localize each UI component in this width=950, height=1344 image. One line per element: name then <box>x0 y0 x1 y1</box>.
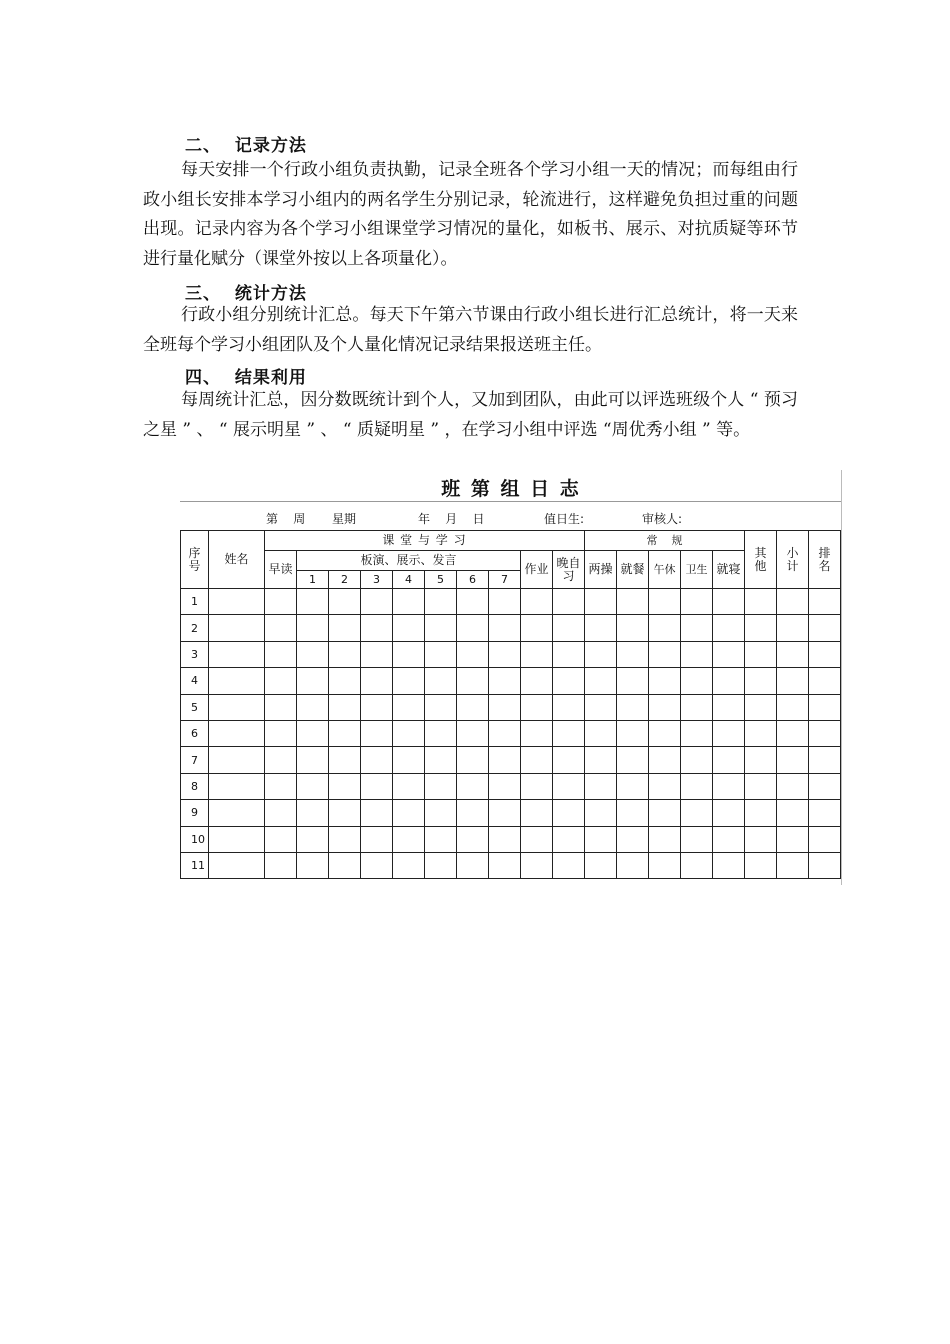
table-cell <box>393 826 425 852</box>
table-cell <box>425 800 457 826</box>
table-cell <box>585 800 617 826</box>
row-number: 11 <box>181 852 209 878</box>
table-cell <box>585 826 617 852</box>
table-cell <box>713 641 745 667</box>
table-cell <box>329 615 361 641</box>
section-body-statistics-method: 行政小组分别统计汇总。每天下午第六节课由行政小组长进行汇总统计，将一天来全班每个学习小组团队及个人量化情况记录结果报送班主任。 <box>143 305 798 355</box>
table-cell <box>457 694 489 720</box>
table-cell <box>361 694 393 720</box>
table-cell <box>297 720 329 746</box>
row-number: 3 <box>181 641 209 667</box>
table-cell <box>777 800 809 826</box>
table-cell <box>809 694 841 720</box>
table-cell <box>745 720 777 746</box>
header-board-sub-2: 2 <box>329 571 361 589</box>
table-cell <box>777 773 809 799</box>
table-cell <box>521 668 553 694</box>
table-cell <box>681 747 713 773</box>
table-cell <box>297 694 329 720</box>
table-cell <box>617 720 649 746</box>
table-cell <box>361 720 393 746</box>
table-cell <box>361 747 393 773</box>
table-cell <box>745 800 777 826</box>
table-cell <box>425 641 457 667</box>
table-cell <box>329 800 361 826</box>
meta-reviewer: 审核人: <box>642 512 683 526</box>
table-cell <box>617 641 649 667</box>
table-cell <box>585 773 617 799</box>
table-cell <box>329 773 361 799</box>
table-cell <box>209 589 265 615</box>
table-cell <box>265 826 297 852</box>
table-cell <box>745 826 777 852</box>
table-cell <box>521 826 553 852</box>
header-index: 序 号 <box>181 531 209 589</box>
row-number: 9 <box>181 800 209 826</box>
table-cell <box>209 773 265 799</box>
table-cell <box>777 852 809 878</box>
table-cell <box>209 747 265 773</box>
header-board: 板演、展示、发言 <box>297 551 521 571</box>
table-cell <box>681 800 713 826</box>
table-cell <box>809 826 841 852</box>
table-cell <box>329 694 361 720</box>
table-cell <box>209 720 265 746</box>
table-cell <box>713 826 745 852</box>
table-cell <box>209 826 265 852</box>
table-cell <box>457 747 489 773</box>
table-cell <box>329 641 361 667</box>
table-cell <box>553 800 585 826</box>
table-cell <box>329 747 361 773</box>
table-cell <box>649 852 681 878</box>
table-cell <box>209 852 265 878</box>
table-cell <box>297 589 329 615</box>
table-cell <box>297 826 329 852</box>
table-cell <box>297 641 329 667</box>
table-cell <box>585 641 617 667</box>
form-title: 班 第 组 日 志 <box>441 478 581 500</box>
table-cell <box>745 694 777 720</box>
table-cell <box>265 800 297 826</box>
table-cell <box>425 694 457 720</box>
table-cell <box>681 694 713 720</box>
table-cell <box>809 720 841 746</box>
table-row <box>181 589 841 615</box>
header-homework: 作业 <box>521 551 553 589</box>
table-cell <box>265 615 297 641</box>
table-cell <box>209 641 265 667</box>
row-number: 10 <box>181 826 209 852</box>
table-cell <box>681 615 713 641</box>
table-cell <box>649 668 681 694</box>
table-cell <box>265 589 297 615</box>
table-cell <box>489 773 521 799</box>
table-cell <box>209 668 265 694</box>
table-row <box>181 668 841 694</box>
table-cell <box>809 615 841 641</box>
table-cell <box>361 852 393 878</box>
table-cell <box>329 668 361 694</box>
table-cell <box>777 668 809 694</box>
table-cell <box>393 668 425 694</box>
table-row <box>181 720 841 746</box>
header-evening-study: 晚自 习 <box>553 551 585 589</box>
header-rank: 排 名 <box>809 531 841 589</box>
table-cell <box>265 852 297 878</box>
header-other: 其 他 <box>745 531 777 589</box>
row-number: 6 <box>181 720 209 746</box>
table-cell <box>681 773 713 799</box>
table-cell <box>585 668 617 694</box>
header-morning-read: 早读 <box>265 551 297 589</box>
table-cell <box>329 589 361 615</box>
table-cell <box>585 852 617 878</box>
table-cell <box>521 747 553 773</box>
table-row <box>181 852 841 878</box>
table-cell <box>681 826 713 852</box>
table-cell <box>681 720 713 746</box>
table-cell <box>713 800 745 826</box>
table-cell <box>521 773 553 799</box>
table-cell <box>713 589 745 615</box>
table-cell <box>745 641 777 667</box>
table-cell <box>745 773 777 799</box>
table-row <box>181 694 841 720</box>
table-cell <box>553 852 585 878</box>
table-row <box>181 747 841 773</box>
table-cell <box>457 773 489 799</box>
table-cell <box>649 694 681 720</box>
table-cell <box>809 668 841 694</box>
table-cell <box>297 852 329 878</box>
table-cell <box>585 589 617 615</box>
header-sleep: 就寝 <box>713 551 745 589</box>
table-cell <box>425 852 457 878</box>
table-cell <box>489 641 521 667</box>
table-cell <box>393 852 425 878</box>
table-cell <box>265 668 297 694</box>
table-cell <box>489 668 521 694</box>
table-cell <box>393 694 425 720</box>
table-cell <box>649 826 681 852</box>
table-cell <box>617 773 649 799</box>
header-class-study: 课 堂 与 学 习 <box>265 531 585 551</box>
table-cell <box>745 589 777 615</box>
table-cell <box>297 668 329 694</box>
table-cell <box>777 694 809 720</box>
table-cell <box>425 826 457 852</box>
table-cell <box>297 747 329 773</box>
table-cell <box>393 641 425 667</box>
table-cell <box>393 747 425 773</box>
table-cell <box>809 589 841 615</box>
section-body-record-method: 每天安排一个行政小组负责执勤，记录全班各个学习小组一天的情况；而每组由行政小组长安排本学习小组内的两名学生分别记录，轮流进行，这样避免负担过重的问题出现。记录内容为各个学习小组课堂学习情况的量化，如板书、展示、对抗质疑等环节进行量化赋分（课堂外按以上各项量化）。 <box>143 160 798 269</box>
table-cell <box>521 800 553 826</box>
table-cell <box>457 615 489 641</box>
table-cell <box>553 615 585 641</box>
table-cell <box>585 694 617 720</box>
table-cell <box>457 641 489 667</box>
table-row <box>181 773 841 799</box>
table-cell <box>809 641 841 667</box>
header-name: 姓名 <box>209 531 265 589</box>
meta-duty: 值日生: <box>544 512 585 526</box>
table-cell <box>713 747 745 773</box>
header-routine: 常 规 <box>585 531 745 551</box>
meta-weekday: 星期 <box>332 512 357 526</box>
table-cell <box>617 694 649 720</box>
log-table <box>180 530 841 879</box>
header-board-sub-6: 6 <box>457 571 489 589</box>
meta-date: 年 月 日 <box>418 512 485 526</box>
table-cell <box>713 852 745 878</box>
table-cell <box>361 668 393 694</box>
table-cell <box>297 800 329 826</box>
table-cell <box>809 747 841 773</box>
table-cell <box>265 773 297 799</box>
table-cell <box>649 800 681 826</box>
table-cell <box>393 720 425 746</box>
table-cell <box>361 589 393 615</box>
table-cell <box>521 641 553 667</box>
table-cell <box>209 615 265 641</box>
table-cell <box>649 720 681 746</box>
table-cell <box>681 668 713 694</box>
table-cell <box>617 800 649 826</box>
table-cell <box>393 589 425 615</box>
table-cell <box>777 589 809 615</box>
table-cell <box>425 773 457 799</box>
table-cell <box>329 720 361 746</box>
header-board-sub-5: 5 <box>425 571 457 589</box>
table-cell <box>649 589 681 615</box>
table-cell <box>329 852 361 878</box>
table-cell <box>457 852 489 878</box>
table-cell <box>489 852 521 878</box>
table-cell <box>681 852 713 878</box>
table-cell <box>209 800 265 826</box>
table-cell <box>489 747 521 773</box>
table-cell <box>425 668 457 694</box>
table-cell <box>329 826 361 852</box>
table-row <box>181 641 841 667</box>
table-cell <box>265 720 297 746</box>
header-board-sub-3: 3 <box>361 571 393 589</box>
table-cell <box>713 720 745 746</box>
table-cell <box>617 615 649 641</box>
table-cell <box>553 694 585 720</box>
table-cell <box>489 589 521 615</box>
table-cell <box>777 826 809 852</box>
header-nap: 午休 <box>649 551 681 589</box>
meta-week: 第 周 <box>266 512 306 526</box>
table-cell <box>585 747 617 773</box>
table-cell <box>777 747 809 773</box>
section-heading-statistics-method: 三、 统计方法 <box>185 284 307 304</box>
table-cell <box>713 694 745 720</box>
table-cell <box>745 747 777 773</box>
row-number: 2 <box>181 615 209 641</box>
table-cell <box>361 615 393 641</box>
table-cell <box>521 852 553 878</box>
table-cell <box>209 694 265 720</box>
section-body-result-usage: 每周统计汇总，因分数既统计到个人，又加到团队，由此可以评选班级个人 “ 预习之星 ” 、 “ 展示明星 ” 、 “ 质疑明星 ” ，在学习小组中评选 “周优秀小组 ” 等。 <box>143 390 798 440</box>
table-cell <box>809 773 841 799</box>
table-cell <box>553 720 585 746</box>
table-cell <box>489 615 521 641</box>
table-cell <box>617 852 649 878</box>
table-cell <box>457 800 489 826</box>
table-cell <box>265 747 297 773</box>
table-cell <box>617 747 649 773</box>
table-cell <box>585 615 617 641</box>
table-cell <box>649 615 681 641</box>
table-cell <box>713 668 745 694</box>
table-cell <box>361 641 393 667</box>
table-cell <box>393 800 425 826</box>
table-row <box>181 826 841 852</box>
table-cell <box>777 615 809 641</box>
table-cell <box>361 826 393 852</box>
table-cell <box>297 615 329 641</box>
row-number: 4 <box>181 668 209 694</box>
table-cell <box>649 641 681 667</box>
header-board-sub-1: 1 <box>297 571 329 589</box>
table-cell <box>457 589 489 615</box>
table-cell <box>393 773 425 799</box>
header-hygiene: 卫生 <box>681 551 713 589</box>
table-cell <box>489 800 521 826</box>
table-cell <box>553 747 585 773</box>
table-cell <box>777 720 809 746</box>
row-number: 5 <box>181 694 209 720</box>
table-cell <box>425 747 457 773</box>
table-cell <box>553 641 585 667</box>
table-cell <box>585 720 617 746</box>
table-cell <box>489 720 521 746</box>
table-cell <box>809 852 841 878</box>
table-cell <box>457 668 489 694</box>
table-cell <box>713 773 745 799</box>
table-cell <box>553 668 585 694</box>
table-cell <box>521 615 553 641</box>
row-number: 1 <box>181 589 209 615</box>
table-cell <box>489 826 521 852</box>
table-cell <box>681 589 713 615</box>
header-exercise: 两操 <box>585 551 617 589</box>
table-cell <box>521 589 553 615</box>
table-cell <box>521 720 553 746</box>
table-cell <box>457 826 489 852</box>
table-cell <box>361 773 393 799</box>
table-cell <box>489 694 521 720</box>
header-board-sub-7: 7 <box>489 571 521 589</box>
row-number: 8 <box>181 773 209 799</box>
table-cell <box>809 800 841 826</box>
table-cell <box>521 694 553 720</box>
table-cell <box>713 615 745 641</box>
table-cell <box>681 641 713 667</box>
table-cell <box>777 641 809 667</box>
header-subtotal: 小 计 <box>777 531 809 589</box>
row-number: 7 <box>181 747 209 773</box>
section-heading-record-method: 二、 记录方法 <box>185 136 307 156</box>
table-row <box>181 800 841 826</box>
header-meal: 就餐 <box>617 551 649 589</box>
table-cell <box>617 589 649 615</box>
table-cell <box>553 826 585 852</box>
table-cell <box>745 852 777 878</box>
form-divider <box>180 501 842 502</box>
table-cell <box>457 720 489 746</box>
table-cell <box>265 694 297 720</box>
form-right-edge <box>841 470 842 885</box>
table-cell <box>553 589 585 615</box>
table-cell <box>649 747 681 773</box>
table-cell <box>617 668 649 694</box>
table-cell <box>617 826 649 852</box>
section-heading-result-usage: 四、 结果利用 <box>185 368 307 388</box>
table-cell <box>425 589 457 615</box>
table-cell <box>265 641 297 667</box>
table-cell <box>425 720 457 746</box>
header-board-sub-4: 4 <box>393 571 425 589</box>
table-cell <box>745 668 777 694</box>
table-cell <box>393 615 425 641</box>
table-row <box>181 615 841 641</box>
table-cell <box>649 773 681 799</box>
table-cell <box>553 773 585 799</box>
table-cell <box>361 800 393 826</box>
table-cell <box>297 773 329 799</box>
table-cell <box>425 615 457 641</box>
table-cell <box>745 615 777 641</box>
